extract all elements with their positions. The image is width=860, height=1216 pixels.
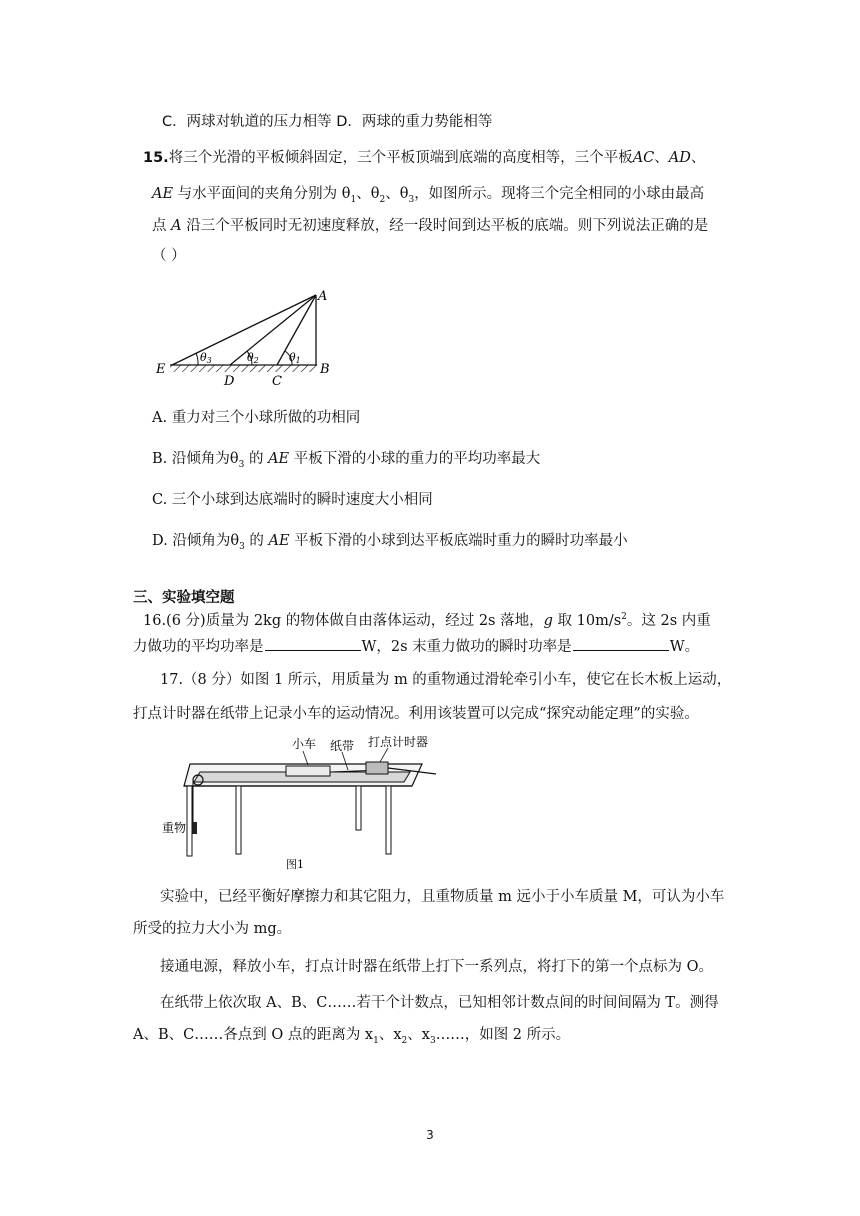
plane-ae: AE <box>268 451 290 467</box>
q14-options-cd <box>162 112 492 132</box>
q16-text: W。 <box>669 639 700 655</box>
q17-text: 、x <box>407 1027 430 1043</box>
option-text: C. 三个小球到达底端时的瞬时速度大小相同 <box>152 492 433 508</box>
point-a: A <box>171 218 182 234</box>
q15-text: 、θ <box>385 186 409 202</box>
label-a: A <box>318 289 328 304</box>
option-text: B. 沿倾角为θ <box>152 451 239 467</box>
q15-text: ，如图所示。现将三个完全相同的小球由最高 <box>414 186 705 202</box>
q15-text: 点 <box>152 218 172 234</box>
q15-text: 与水平面间的夹角分别为 θ <box>173 186 351 202</box>
timer-device <box>366 762 388 774</box>
option-text: 平板下滑的小球的重力的平均功率最大 <box>289 451 541 467</box>
leader-timer <box>380 748 388 762</box>
q17-text: A、B、C……各点到 O 点的距离为 x <box>133 1027 374 1043</box>
option-d-label: D． <box>336 114 362 130</box>
figure-caption: 图1 <box>286 858 304 871</box>
cart-apparatus-figure <box>160 734 450 874</box>
label-c: C <box>272 374 282 389</box>
plane-ac: AC <box>632 150 655 166</box>
table-leg <box>187 786 192 856</box>
label-weight: 重物 <box>162 821 187 835</box>
q15-option-a <box>152 408 360 428</box>
option-d-text: 两球的重力势能相等 <box>361 114 493 130</box>
question-number: 15. <box>143 150 169 166</box>
plane-ae: AE <box>152 186 174 202</box>
sub: 1 <box>350 194 357 205</box>
q15-line-2 <box>152 184 704 204</box>
q17-line-1: 17.（8 分）如图 1 所示，用质量为 m 的重物通过滑轮牵引小车，使它在长木板上运动， <box>160 672 732 688</box>
q17-p3-line-2 <box>133 1025 570 1045</box>
theta-1-label: θ1 <box>289 351 301 365</box>
sub: 2 <box>379 194 386 205</box>
table-leg <box>356 786 361 830</box>
q17-p3-line-1: 在纸带上依次取 A、B、C……若干个计数点，已知相邻计数点间的时间间隔为 T。测得 <box>160 995 719 1011</box>
q16-text: 力做功的平均功率是 <box>133 639 264 655</box>
q15-text: 沿三个平板同时无初速度释放，经一段时间到达平板的底端。则下列说法正确的是 <box>181 218 709 234</box>
q16-text: 。这 2s 内重 <box>626 613 711 629</box>
option-text: 平板下滑的小球到达平板底端时重力的瞬时功率最小 <box>289 533 628 549</box>
answer-paren: （ ） <box>152 248 186 264</box>
q15-option-c <box>152 490 433 510</box>
option-c-text: 两球对轨道的压力相等 <box>186 114 332 130</box>
page-number: 3 <box>426 1128 434 1142</box>
q15-text: 将三个光滑的平板倾斜固定，三个平板顶端到底端的高度相等，三个平板 <box>168 150 633 166</box>
label-timer: 打点计时器 <box>368 735 429 749</box>
q15-line-3 <box>152 216 708 236</box>
option-text: 的 <box>244 451 269 467</box>
q17-p1-line-1: 实验中，已经平衡好摩擦力和其它阻力，且重物质量 m 远小于小车质量 M，可认为小车 <box>160 889 725 905</box>
sub: 3 <box>239 541 245 552</box>
q15-line-1 <box>143 148 705 168</box>
sub: 3 <box>429 1035 436 1046</box>
q15-option-d <box>152 531 628 551</box>
plane-ae: AE <box>268 533 290 549</box>
sub: 3 <box>238 459 245 470</box>
angle-arc-3 <box>196 353 198 365</box>
q16-line-2 <box>133 636 699 657</box>
answer-blank-1[interactable] <box>265 636 361 651</box>
q17-line-2: 打点计时器在纸带上记录小车的运动情况。利用该装置可以完成“探究动能定理”的实验。 <box>133 706 699 722</box>
q16-text: 16.(6 分)质量为 2kg 的物体做自由落体运动，经过 2s 落地， <box>143 613 544 629</box>
q16-text: 取 10m/s <box>552 613 622 629</box>
section-title: 三、实验填空题 <box>133 590 235 606</box>
theta-3-label: θ3 <box>200 351 212 365</box>
superscript: 2 <box>621 612 627 623</box>
q16-text: W，2s 末重力做功的瞬时功率是 <box>361 639 572 655</box>
q17-text: ……，如图 2 所示。 <box>435 1027 571 1043</box>
plane-ac-line <box>277 295 316 365</box>
plane-ad: AD <box>668 150 691 166</box>
label-d: D <box>224 374 235 389</box>
label-b: B <box>320 362 330 377</box>
label-tape: 纸带 <box>330 739 355 753</box>
sep: 、 <box>654 150 669 166</box>
q15-text: 、θ <box>356 186 380 202</box>
label-e: E <box>156 362 166 377</box>
option-c-label: C． <box>162 114 187 130</box>
sub: 3 <box>408 194 415 205</box>
option-text: A. 重力对三个小球所做的功相同 <box>152 410 361 426</box>
label-cart: 小车 <box>292 737 317 751</box>
sub: 1 <box>373 1035 379 1046</box>
ground-hatch <box>170 365 317 372</box>
q15-answer-paren <box>152 246 186 266</box>
option-text: D. 沿倾角为θ <box>152 533 240 549</box>
table-leg <box>386 786 391 854</box>
q15-option-b <box>152 449 540 469</box>
sub: 2 <box>401 1035 408 1046</box>
g-symbol: g <box>543 613 553 629</box>
table-leg <box>236 786 241 854</box>
q17-text: 、x <box>378 1027 402 1043</box>
answer-blank-2[interactable] <box>573 636 669 651</box>
option-text: 的 <box>244 533 269 549</box>
cart <box>286 766 330 776</box>
sep: 、 <box>690 150 706 166</box>
theta-2-label: θ2 <box>247 351 259 365</box>
q17-p1-line-2: 所受的拉力大小为 mg。 <box>133 921 292 937</box>
inclined-planes-figure <box>150 285 350 390</box>
q17-p2: 接通电源，释放小车，打点计时器在纸带上打下一系列点，将打下的第一个点标为 O。 <box>160 959 713 975</box>
leader-cart <box>303 751 308 765</box>
q16-line-1 <box>143 611 711 631</box>
